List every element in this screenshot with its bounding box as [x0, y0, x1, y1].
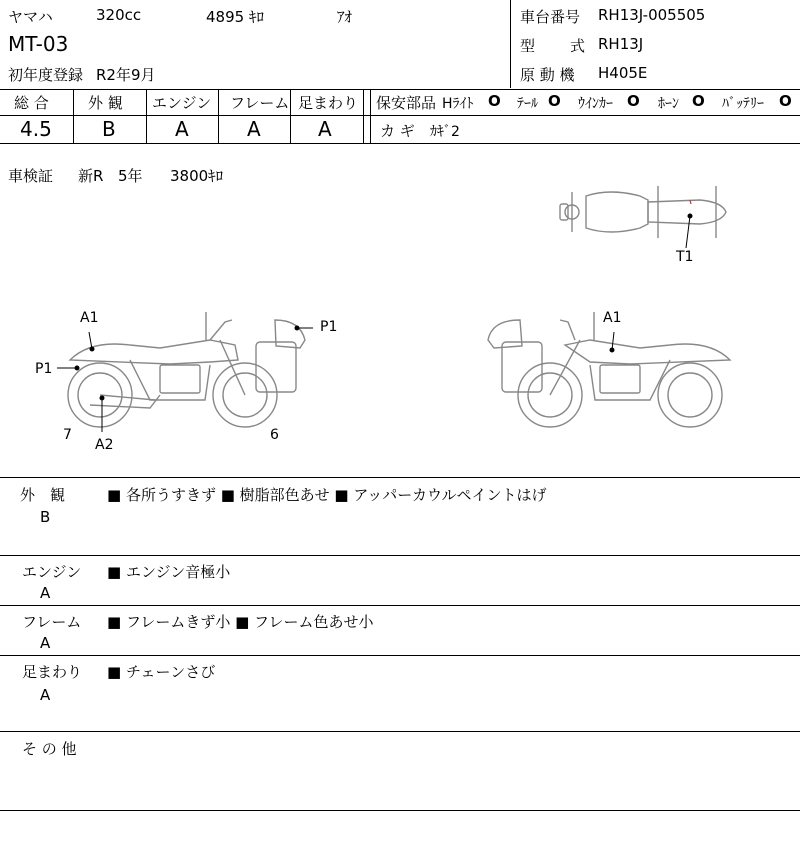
- section-engine-grade: A: [40, 584, 51, 602]
- diagram-label-p1-left: P1: [35, 361, 53, 377]
- safety-label: 保安部品: [376, 94, 437, 112]
- inspection-mileage: 3800ｷﾛ: [170, 167, 224, 185]
- section-suspension-grade: A: [40, 686, 51, 704]
- section-exterior-notes: ■ 各所うすきず ■ 樹脂部色あせ ■ アッパーカウルペイントはげ: [107, 486, 547, 504]
- header-divider: [510, 0, 511, 88]
- diagram-label-a2: A2: [95, 437, 114, 453]
- grade-engine: A: [175, 117, 189, 141]
- frame-number-value: RH13J-005505: [598, 6, 706, 24]
- diagram-label-7: 7: [63, 427, 72, 443]
- section-frame-grade: A: [40, 634, 51, 652]
- diagram-label-p1-right: P1: [320, 319, 338, 335]
- safety-tail-mark: O: [548, 92, 561, 110]
- first-registration-value: R2年9月: [96, 66, 156, 84]
- safety-headlight-mark: O: [488, 92, 501, 110]
- type-value: RH13J: [598, 35, 644, 53]
- grade-suspension: A: [318, 117, 332, 141]
- section-engine-label: エンジン: [22, 563, 82, 581]
- grade-header-engine: エンジン: [152, 94, 212, 112]
- safety-winker-label: ｳｲﾝｶｰ: [578, 96, 613, 112]
- grade-frame: A: [247, 117, 261, 141]
- grade-overall: 4.5: [20, 117, 52, 141]
- section-frame-notes: ■ フレームきず小 ■ フレーム色あせ小: [107, 613, 374, 631]
- inspection-label: 車検証: [8, 167, 54, 185]
- safety-battery-mark: O: [779, 92, 792, 110]
- section-exterior-label: 外 観: [20, 486, 66, 504]
- section-exterior-grade: B: [40, 508, 51, 526]
- engine-label: 原 動 機: [520, 66, 575, 84]
- diagram-label-6: 6: [270, 427, 279, 443]
- inspection-type: 新R: [78, 167, 104, 185]
- diagram-label-a1-right: A1: [603, 310, 622, 326]
- safety-horn-mark: O: [692, 92, 705, 110]
- diagram-label-t1: T1: [676, 249, 694, 265]
- diagram-label-a1-left: A1: [80, 310, 99, 326]
- bike-top-view-diagram: [550, 182, 740, 242]
- inspection-years: 5年: [118, 167, 143, 185]
- key-label: カ ギ: [380, 122, 415, 140]
- section-frame-label: フレーム: [22, 613, 82, 631]
- key-value: ｶｷﾞ2: [430, 124, 460, 140]
- section-other-label: そ の 他: [22, 740, 77, 758]
- first-registration-label: 初年度登録: [8, 66, 84, 84]
- type-label-2: 式: [570, 37, 586, 55]
- model-name: MT-03: [8, 32, 69, 56]
- safety-winker-mark: O: [627, 92, 640, 110]
- mileage: 4895 ｷﾛ: [206, 8, 264, 26]
- section-engine-notes: ■ エンジン音極小: [107, 563, 231, 581]
- type-label-1: 型: [520, 37, 536, 55]
- safety-battery-label: ﾊﾞｯﾃﾘｰ: [722, 96, 764, 112]
- maker: ヤマハ: [8, 8, 53, 26]
- safety-horn-label: ﾎｰﾝ: [658, 96, 679, 112]
- section-suspension-notes: ■ チェーンさび: [107, 663, 216, 681]
- grade-header-overall: 総 合: [14, 94, 49, 112]
- color: ｱｵ: [337, 8, 353, 26]
- engine-value: H405E: [598, 64, 648, 82]
- section-suspension-label: 足まわり: [22, 663, 83, 681]
- grade-header-suspension: 足まわり: [298, 94, 359, 112]
- grade-header-frame: フレーム: [230, 94, 290, 112]
- frame-number-label: 車台番号: [520, 8, 581, 26]
- grade-header-exterior: 外 観: [88, 94, 123, 112]
- safety-tail-label: ﾃｰﾙ: [517, 96, 538, 112]
- safety-headlight-label: Hﾗｲﾄ: [442, 96, 474, 112]
- displacement: 320cc: [96, 6, 142, 24]
- grade-exterior: B: [102, 117, 116, 141]
